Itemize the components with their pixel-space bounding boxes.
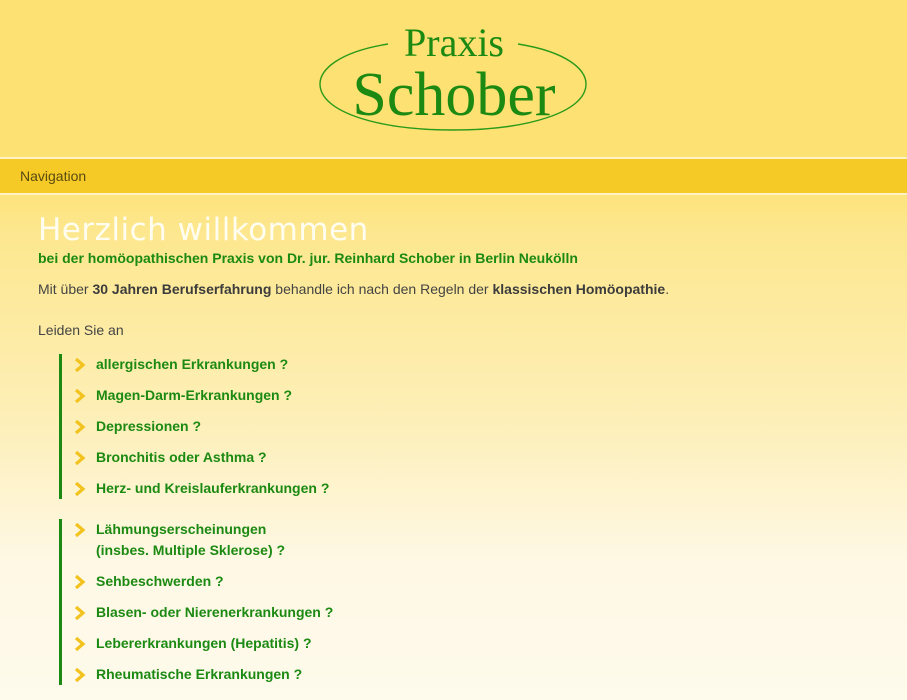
chevron-right-icon (74, 358, 86, 372)
chevron-right-icon (74, 606, 86, 620)
list-item-label: Bronchitis oder Asthma ? (96, 449, 267, 465)
intro-text-1: Mit über (38, 281, 93, 297)
list-item-label: Magen-Darm-Erkrankungen ? (96, 387, 293, 403)
list-item (62, 571, 907, 592)
intro-paragraph (38, 281, 907, 297)
intro-text-3: . (665, 281, 670, 297)
list-item-label-line2: (insbes. Multiple Sklerose) ? (96, 542, 286, 558)
page-subtitle: bei der homöopathischen Praxis von Dr. jur. Reinhard Schober in Berlin Neukölln (38, 250, 578, 266)
list-item (62, 602, 907, 623)
conditions-list-2 (59, 519, 907, 685)
list-item-label: Herz- und Kreislauferkrankungen ? (96, 480, 330, 496)
list-item (62, 478, 907, 499)
chevron-right-icon (74, 668, 86, 682)
intro-text-2: behandle ich nach den Regeln der (271, 281, 493, 297)
list-item (62, 447, 907, 468)
logo-line2: Schober (352, 61, 556, 129)
chevron-right-icon (74, 523, 86, 537)
list-item (62, 416, 907, 437)
site-header (0, 0, 907, 159)
intro-bold-experience: 30 Jahren Berufserfahrung (92, 281, 272, 297)
list-item-label: Depressionen ? (96, 418, 202, 434)
chevron-right-icon (74, 575, 86, 589)
list-item (62, 664, 907, 685)
page-title: Herzlich willkommen (38, 212, 369, 248)
list-item (62, 385, 907, 406)
list-item-label: Sehbeschwerden ? (96, 573, 224, 589)
praxis-schober-logo[interactable] (318, 22, 588, 134)
list-item-label: Rheumatische Erkrankungen ? (96, 666, 303, 682)
conditions-list-1 (59, 354, 907, 499)
navigation-toggle[interactable]: Navigation (20, 168, 87, 184)
question-lead: Leiden Sie an (38, 322, 124, 338)
list-item-label: Blasen- oder Nierenerkrankungen ? (96, 604, 334, 620)
main-content (0, 195, 907, 685)
list-item (62, 519, 907, 561)
chevron-right-icon (74, 389, 86, 403)
chevron-right-icon (74, 451, 86, 465)
list-item (62, 633, 907, 654)
list-item-label: allergischen Erkrankungen ? (96, 356, 289, 372)
chevron-right-icon (74, 637, 86, 651)
chevron-right-icon (74, 420, 86, 434)
chevron-right-icon (74, 482, 86, 496)
list-item-label: Lähmungserscheinungen (96, 521, 267, 537)
intro-bold-homeopathy: klassischen Homöopathie (492, 281, 666, 297)
list-item (62, 354, 907, 375)
list-item-label: Lebererkrankungen (Hepatitis) ? (96, 635, 312, 651)
logo-line1: Praxis (404, 22, 504, 65)
navigation-bar (0, 159, 907, 195)
